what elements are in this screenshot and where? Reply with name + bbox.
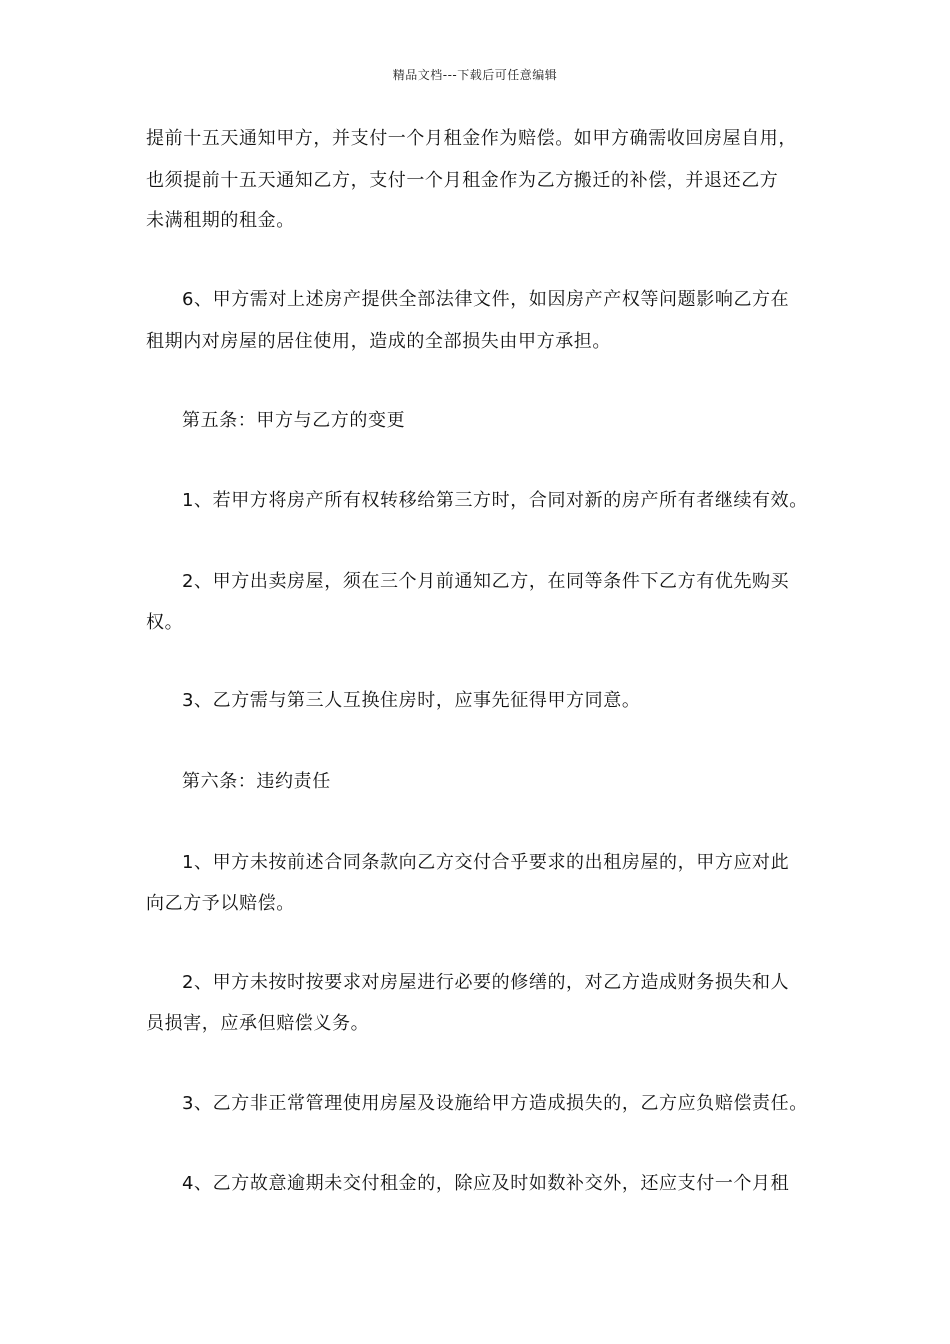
text-line: 员损害，应承但赔偿义务。 <box>146 1013 370 1034</box>
text-line: 4、乙方故意逾期未交付租金的，除应及时如数补交外，还应支付一个月租 <box>182 1173 790 1194</box>
text-line: 未满租期的租金。 <box>146 210 295 231</box>
text-line: 3、乙方需与第三人互换住房时，应事先征得甲方同意。 <box>182 690 641 711</box>
text-line: 向乙方予以赔偿。 <box>146 893 295 914</box>
text-line: 2、甲方出卖房屋，须在三个月前通知乙方，在同等条件下乙方有优先购买 <box>182 571 790 592</box>
text-line: 权。 <box>146 612 184 633</box>
text-line: 2、甲方未按时按要求对房屋进行必要的修缮的，对乙方造成财务损失和人 <box>182 972 790 993</box>
section-heading: 第五条：甲方与乙方的变更 <box>182 410 406 431</box>
text-line: 1、若甲方将房产所有权转移给第三方时，合同对新的房产所有者继续有效。 <box>182 490 808 511</box>
text-line: 3、乙方非正常管理使用房屋及设施给甲方造成损失的，乙方应负赔偿责任。 <box>182 1093 808 1114</box>
section-heading: 第六条：违约责任 <box>182 771 331 792</box>
text-line: 提前十五天通知甲方，并支付一个月租金作为赔偿。如甲方确需收回房屋自用， <box>146 128 797 149</box>
text-line: 租期内对房屋的居住使用，造成的全部损失由甲方承担。 <box>146 331 611 352</box>
text-line: 1、甲方未按前述合同条款向乙方交付合乎要求的出租房屋的，甲方应对此 <box>182 852 790 873</box>
page-header: 精品文档---下载后可任意编辑 <box>392 68 558 82</box>
text-line: 6、甲方需对上述房产提供全部法律文件，如因房产产权等问题影响乙方在 <box>182 289 790 310</box>
text-line: 也须提前十五天通知乙方，支付一个月租金作为乙方搬迁的补偿，并退还乙方 <box>146 170 779 191</box>
